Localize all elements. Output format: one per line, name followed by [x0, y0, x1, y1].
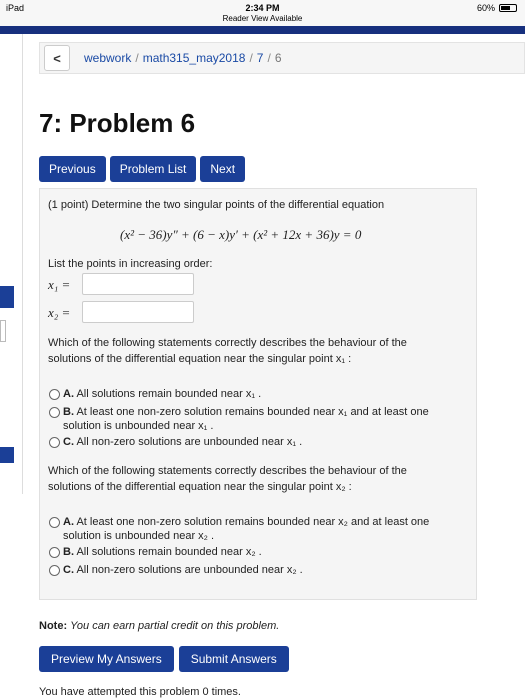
q1-option-b[interactable]: [63, 405, 429, 419]
x2-input[interactable]: [82, 301, 194, 323]
q2-option-c-radio[interactable]: [49, 565, 60, 576]
breadcrumb-set-link[interactable]: 7: [256, 51, 264, 65]
problem-intro: (1 point) Determine the two singular points of the differential equation: [48, 199, 385, 211]
option-text: At least one non-zero solution remains bounded near x₁ and at least one: [76, 406, 429, 418]
note-text: You can earn partial credit on this problem.: [70, 620, 280, 632]
back-button[interactable]: <: [44, 45, 70, 71]
breadcrumb-separator: /: [135, 51, 139, 65]
q2-option-a-cont: solution is unbounded near x₂ .: [63, 530, 215, 542]
breadcrumb-path: [84, 51, 282, 65]
list-prompt: List the points in increasing order:: [48, 258, 213, 270]
q2-option-a[interactable]: [63, 515, 429, 529]
site-header-band: [0, 26, 525, 34]
option-letter: B.: [63, 406, 74, 418]
problem-nav: [39, 156, 245, 182]
option-letter: C.: [63, 564, 74, 576]
battery-percent: 60%: [476, 3, 495, 13]
q2-option-b-radio[interactable]: [49, 547, 60, 558]
option-text: All non-zero solutions are unbounded near x₁ .: [76, 436, 303, 448]
x2-label: x₂ =: [48, 305, 71, 320]
device-label: iPad: [6, 3, 25, 13]
problem-body: [39, 188, 477, 600]
attempts-text: You have attempted this problem 0 times.: [39, 686, 241, 698]
sidebar-input[interactable]: [0, 320, 6, 342]
status-bar: [0, 0, 525, 26]
q1-option-b-cont: solution is unbounded near x₁ .: [63, 420, 214, 432]
breadcrumb-section-link[interactable]: math315_may2018: [142, 51, 246, 65]
next-button[interactable]: Next: [200, 156, 245, 182]
option-letter: C.: [63, 436, 74, 448]
problem-list-button[interactable]: Problem List: [110, 156, 197, 182]
x1-input[interactable]: [82, 273, 194, 295]
sidebar-button[interactable]: [0, 286, 14, 308]
option-text: At least one non-zero solution remains bounded near x₂ and at least one: [76, 516, 430, 528]
q1-option-c-radio[interactable]: [49, 437, 60, 448]
battery-icon: [499, 4, 517, 12]
note-label: Note:: [39, 620, 68, 632]
option-text: All solutions remain bounded near x₂ .: [76, 546, 262, 558]
q2-option-a-radio[interactable]: [49, 517, 60, 528]
option-text: All non-zero solutions are unbounded near x₂ .: [76, 564, 303, 576]
submit-answers-button[interactable]: Submit Answers: [179, 646, 289, 672]
q2-option-b[interactable]: [63, 545, 262, 559]
breadcrumb-current: 6: [274, 51, 282, 65]
question1-text: Which of the following statements correctly describes the behaviour of the: [48, 337, 407, 349]
collapsed-sidebar[interactable]: [0, 34, 23, 494]
partial-credit-note: [39, 620, 279, 632]
breadcrumb-separator: /: [267, 51, 271, 65]
breadcrumb: [39, 42, 525, 74]
q1-option-c[interactable]: [63, 435, 302, 449]
reader-view-notice[interactable]: Reader View Available: [222, 14, 303, 23]
answer-actions: [39, 646, 289, 672]
q1-option-a[interactable]: [63, 387, 261, 401]
q1-option-b-radio[interactable]: [49, 407, 60, 418]
q2-option-c[interactable]: [63, 563, 303, 577]
sidebar-button[interactable]: [0, 447, 14, 463]
differential-equation: (x² − 36)y″ + (6 − x)y′ + (x² + 12x + 36)y = 0: [120, 227, 362, 242]
question2-text-cont: solutions of the differential equation near the singular point x₂ :: [48, 481, 352, 493]
option-letter: B.: [63, 546, 74, 558]
q1-option-a-radio[interactable]: [49, 389, 60, 400]
status-right: [477, 3, 517, 13]
option-letter: A.: [63, 516, 74, 528]
option-text: All solutions remain bounded near x₁ .: [76, 388, 262, 400]
previous-button[interactable]: Previous: [39, 156, 106, 182]
page-title: 7: Problem 6: [39, 108, 196, 138]
x1-label: x₁ =: [48, 277, 71, 292]
clock: 2:34 PM: [245, 3, 280, 13]
preview-answers-button[interactable]: Preview My Answers: [39, 646, 174, 672]
question2-text: Which of the following statements correctly describes the behaviour of the: [48, 465, 407, 477]
breadcrumb-course-link[interactable]: webwork: [84, 51, 132, 65]
question1-text-cont: solutions of the differential equation near the singular point x₁ :: [48, 353, 352, 365]
breadcrumb-separator: /: [249, 51, 253, 65]
option-letter: A.: [63, 388, 74, 400]
